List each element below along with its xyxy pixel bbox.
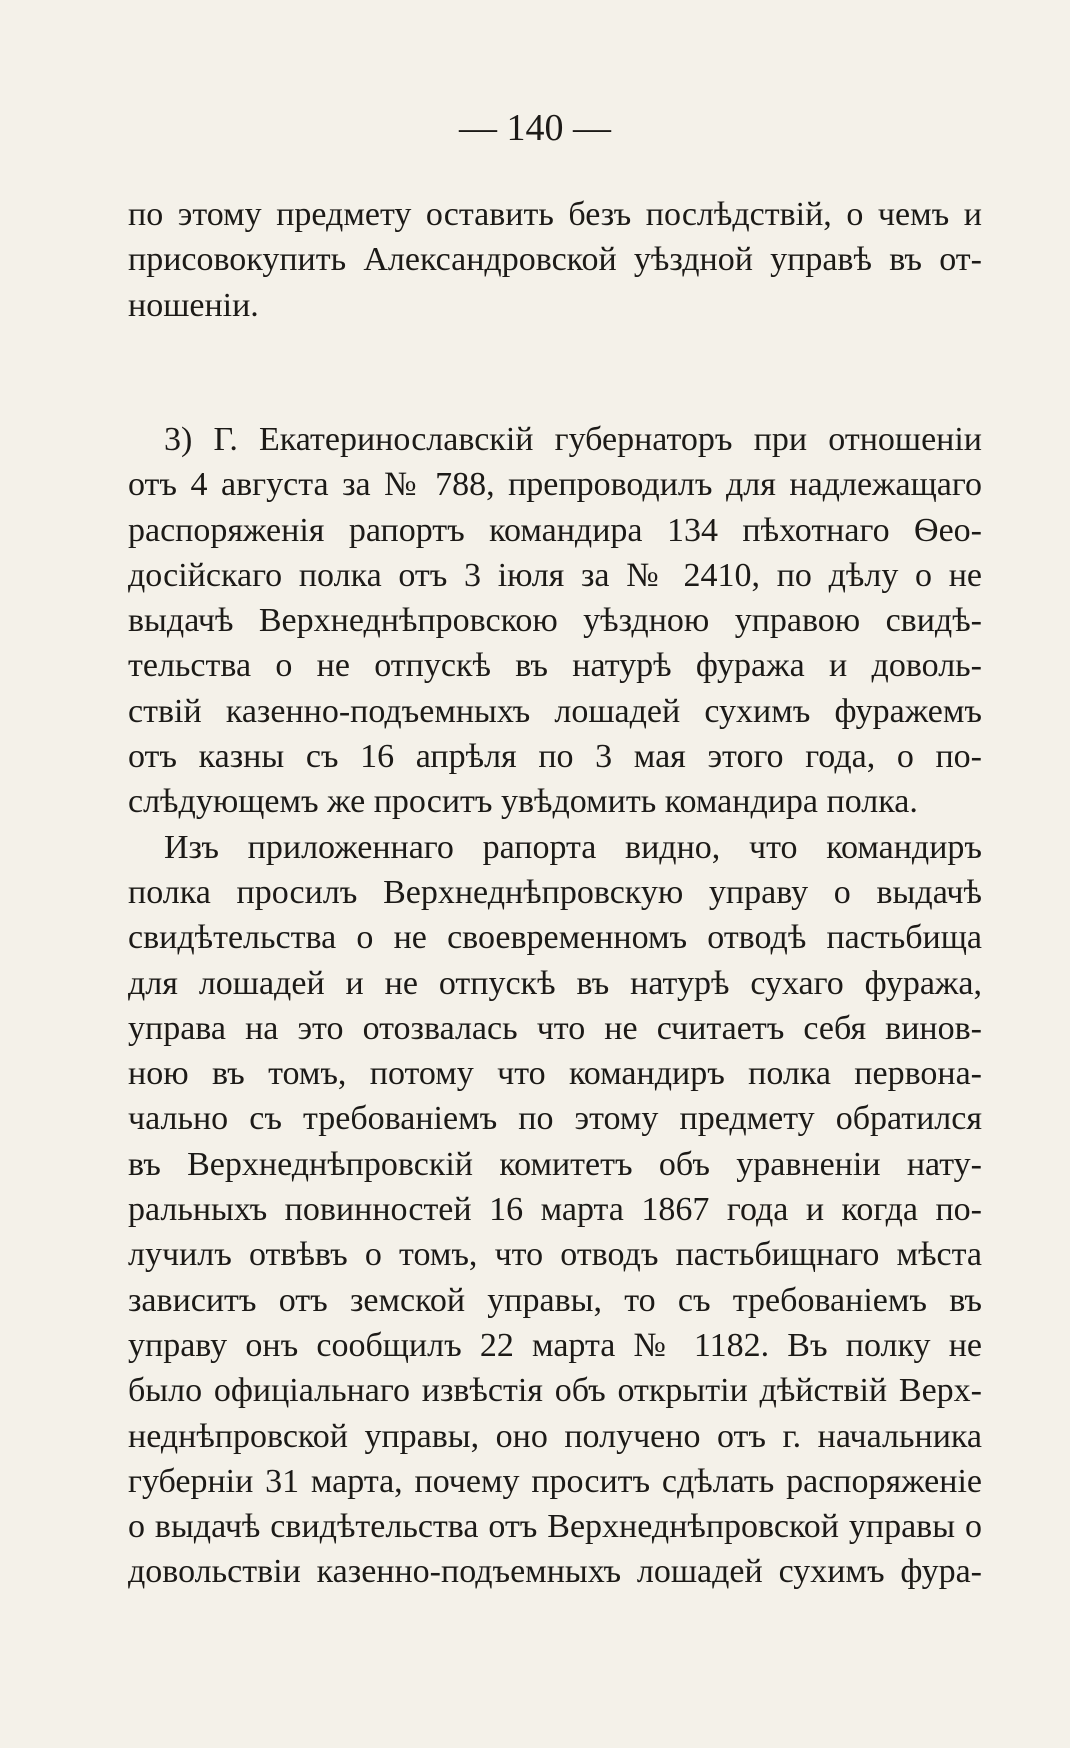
text-line: для лошадей и не отпускѣ въ натурѣ сухаго фуража,: [128, 964, 982, 1002]
paragraph-continued: [128, 192, 982, 328]
text-line: отъ 4 августа за № 788, препроводилъ для надлежащаго: [128, 466, 982, 504]
text-line: чально съ требованіемъ по этому предмету обратился: [128, 1100, 982, 1138]
text-body: [128, 417, 982, 1595]
text-line: свидѣтельства о не своевременномъ отводѣ пастьбища: [128, 919, 982, 957]
paragraph-item-3: [128, 417, 982, 825]
text-line: зависитъ отъ земской управы, то съ требованіемъ въ: [128, 1281, 982, 1319]
text-line: довольствіи казенно-подъемныхъ лошадей сухимъ фура-: [128, 1553, 982, 1591]
text-line: ральныхъ повинностей 16 марта 1867 года и когда по-: [128, 1191, 982, 1229]
text-line: полка просилъ Верхнеднѣпровскую управу о выдачѣ: [128, 873, 982, 911]
text-line: управу онъ сообщилъ 22 марта № 1182. Въ полку не: [128, 1326, 982, 1364]
text-line: выдачѣ Верхнеднѣпровскою уѣздною управою свидѣ-: [128, 602, 982, 640]
text-line: ною въ томъ, потому что командиръ полка первона-: [128, 1055, 982, 1093]
text-line: отъ казны съ 16 апрѣля по 3 мая этого года, о по-: [128, 738, 982, 776]
text-line: въ Верхнеднѣпровскій комитетъ объ уравненіи нату-: [128, 1145, 982, 1183]
text-line: ношеніи.: [128, 286, 259, 324]
text-line: слѣдующемъ же проситъ увѣдомить командира полка.: [128, 783, 918, 821]
text-line: лучилъ отвѣвъ о томъ, что отводъ пастьбищнаго мѣста: [128, 1236, 982, 1274]
text-line: присовокупить Александровской уѣздной управѣ въ от-: [128, 241, 982, 279]
text-line: было офиціальнаго извѣстія объ открытіи дѣйствій Верх-: [128, 1372, 982, 1410]
text-line: ствій казенно-подъемныхъ лошадей сухимъ фуражемъ: [128, 692, 982, 730]
text-line: управа на это отозвалась что не считаетъ себя винов-: [128, 1009, 982, 1047]
text-line: по этому предмету оставить безъ послѣдствій, о чемъ и: [128, 196, 982, 233]
text-line: неднѣпровской управы, оно получено отъ г. начальника: [128, 1417, 982, 1455]
text-line: распоряженія рапортъ командира 134 пѣхотнаго Ѳео-: [128, 511, 982, 549]
text-line: о выдачѣ свидѣтельства отъ Верхнеднѣпровской управы о: [128, 1508, 982, 1546]
page-number: — 140 —: [459, 107, 611, 149]
paragraph-report: [128, 825, 982, 1595]
text-line: губерніи 31 марта, почему проситъ сдѣлать распоряженіе: [128, 1462, 982, 1500]
text-line: 3) Г. Екатеринославскій губернаторъ при отношеніи: [164, 421, 982, 458]
text-line: досійскаго полка отъ 3 іюля за № 2410, по дѣлу о не: [128, 556, 982, 594]
text-line: Изъ приложеннаго рапорта видно, что командиръ: [164, 828, 982, 866]
text-line: тельства о не отпускѣ въ натурѣ фуража и доволь-: [128, 647, 982, 685]
